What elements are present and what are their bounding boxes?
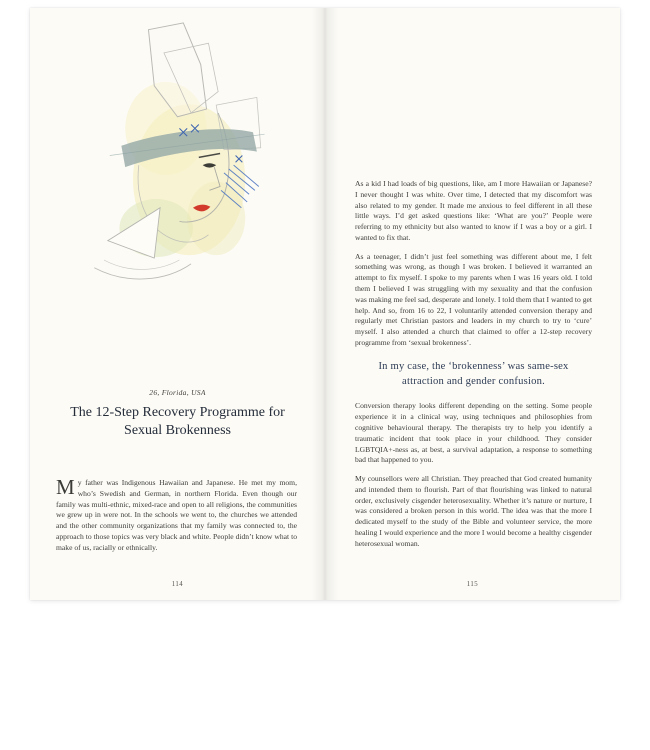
page-number-right: 115 <box>466 581 479 588</box>
chapter-title: The 12-Step Recovery Programme for Sexual Brokenness <box>70 405 285 439</box>
illustration-svg <box>70 20 285 320</box>
pull-quote: In my case, the ‘brokenness’ was same-sex attraction and gender confusion. <box>378 360 569 387</box>
body-paragraph: As a kid I had loads of big questions, like, am I more Hawaiian or Japanese? I never thought I was white. Over time, I detected that my discomfort was also related to my gender. It made me anxious to feel different in all these little ways. I’d get asked questions like: ‘What are you?’ People were referring to my ethnicity but also wanted to know if I was a boy or a girl. I wanted to fix that. <box>355 179 592 242</box>
drop-cap: M <box>56 475 75 499</box>
book-spread <box>30 8 620 600</box>
body-paragraph: As a teenager, I didn’t just feel something was different about me, I felt something was wrong, as though I was broken. I believed it warranted an attempt to fix myself. I spoke to my parents when I was 16 years old. I told them I believed I was struggling with my sexuality and that the confusion was making me feel sad, desperate and lonely. I told them that I wanted to get help. And so, from 16 to 22, I voluntarily attended conversion therapy and regularly met Christian pastors and leaders in my church to try to ‘cure’ myself. I also attended a church that claimed to offer a 12-step recovery programme from ‘sexual brokenness’. <box>355 251 592 347</box>
abstract-face-collage-illustration <box>70 20 285 320</box>
left-body-text: y father was Indigenous Hawaiian and Japanese. He met my mom, who’s Swedish and German, in northern Florida. Even though our family was multi-ethnic, mixed-race and open to all religions, the communities we grew up in were not. In the schools we went to, the churches we attended and the other community organizations that my family was connected to, the approach to those topics was very black and white. People didn’t know what to make of us, racially or ethnically. <box>56 478 297 552</box>
right-text-column <box>355 179 592 558</box>
body-paragraph: Conversion therapy looks different depending on the setting. Some people experience it in a clinical way, using techniques and philosophies from cognitive behavioural therapy. The therapists try to help you identify a traumatic incident that took place in your childhood. They consider LGBTQIA+-ness as, at best, a survival adaptation, a response to something bad that happened to you. <box>355 401 592 465</box>
left-body-paragraph <box>56 475 297 553</box>
right-page <box>325 8 620 600</box>
story-caption: 26, Florida, USA <box>149 388 206 397</box>
page-number-left: 114 <box>171 581 184 588</box>
left-page <box>30 8 325 600</box>
body-paragraph: My counsellors were all Christian. They preached that God created humanity and intended them to flourish. Part of that flourishing was linked to natural order, exclusively cisgender heterosexuality. Whether it’s nature or nurture, I was considered a broken person in this world. The idea was that the more I dedicated myself to the study of the Bible and volunteer service, the more healing I would experience and the more I would become a healthy cisgender heterosexual woman. <box>355 474 592 548</box>
